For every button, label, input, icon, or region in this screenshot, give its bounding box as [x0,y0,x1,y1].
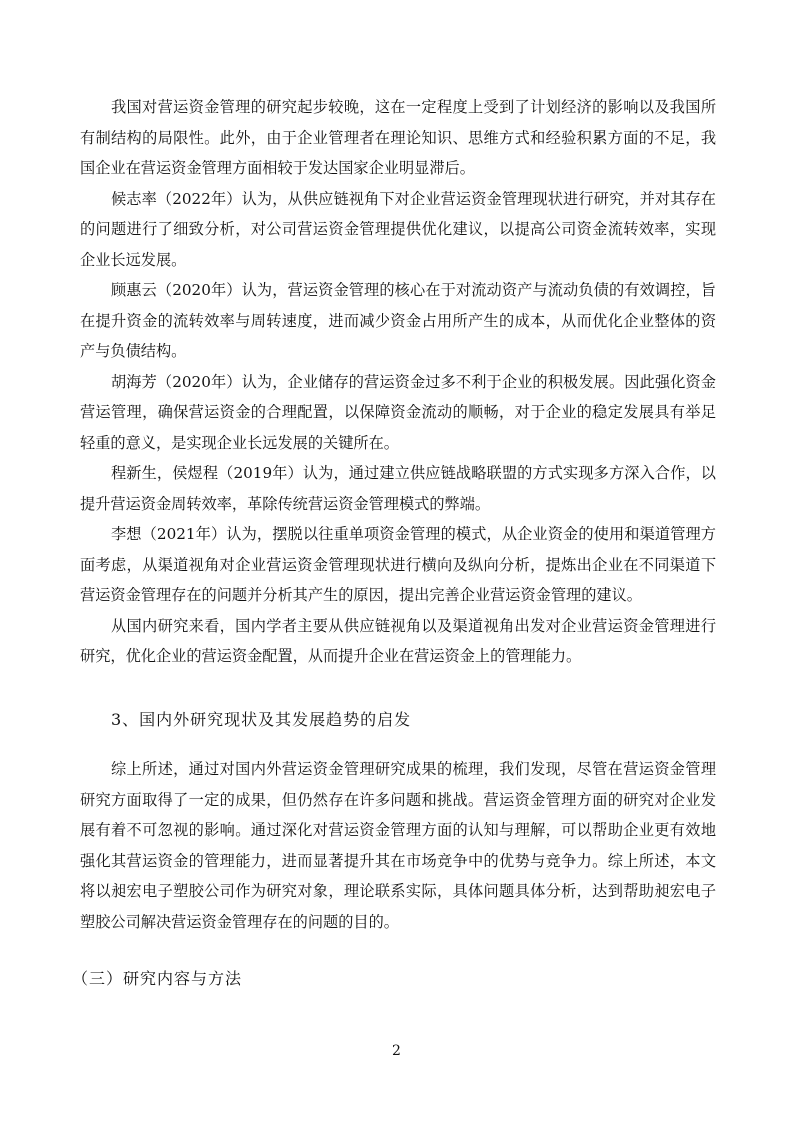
paragraph-hou-zhilv: 候志率（2022年）认为，从供应链视角下对企业营运资金管理现状进行研究，并对其存在的问题进行了细致分析，对公司营运资金管理提供优化建议，以提高公司资金流转效率，实现企业长远发展。 [80,189,716,269]
paragraph-hu-haifang: 胡海芳（2020年）认为，企业储存的营运资金过多不利于企业的积极发展。因此强化资金营运管理，确保营运资金的合理配置，以保障资金流动的顺畅，对于企业的稳定发展具有举足轻重的意义，是实现企业长远发展的关键所在。 [80,372,716,452]
inspiration-block [80,754,716,937]
literature-review-block [80,92,716,672]
paragraph-li-xiang: 李想（2021年）认为，摆脱以往重单项资金管理的模式，从企业资金的使用和渠道管理方面考虑，从渠道视角对企业营运资金管理现状进行横向及纵向分析，提炼出企业在不同渠道下营运资金管理存在的问题并分析其产生的原因，提出完善企业营运资金管理的建议。 [80,525,716,604]
paragraph-domestic-overview: 我国对营运资金管理的研究起步较晚，这在一定程度上受到了计划经济的影响以及我国所有制结构的局限性。此外，由于企业管理者在理论知识、思维方式和经验积累方面的不足，我国企业在营运资金管理方面相较于发达国家企业明显滞后。 [80,98,716,177]
paragraph-gu-huiyun: 顾惠云（2020年）认为，营运资金管理的核心在于对流动资产与流动负债的有效调控，旨在提升资金的流转效率与周转速度，进而减少资金占用所产生的成本，从而优化企业整体的资产与负债结构。 [80,281,716,360]
subsection-heading-3: 3、国内外研究现状及其发展趋势的启发 [111,710,412,729]
section-heading-research-content: （三）研究内容与方法 [72,969,243,988]
paragraph-cheng-xinsheng: 程新生，侯煜程（2019年）认为，通过建立供应链战略联盟的方式实现多方深入合作，以提升营运资金周转效率，革除传统营运资金管理模式的弊端。 [80,464,716,513]
paragraph-domestic-summary: 从国内研究来看，国内学者主要从供应链视角以及渠道视角出发对企业营运资金管理进行研究，优化企业的营运资金配置，从而提升企业在营运资金上的管理能力。 [80,616,716,665]
paragraph-inspiration: 综上所述，通过对国内外营运资金管理研究成果的梳理，我们发现，尽管在营运资金管理研究方面取得了一定的成果，但仍然存在许多问题和挑战。营运资金管理方面的研究对企业发展有着不可忽视的影响。通过深化对营运资金管理方面的认知与理解，可以帮助企业更有效地强化其营运资金的管理能力，进而显著提升其在市场竞争中的优势与竞争力。综上所述，本文将以昶宏电子塑胶公司作为研究对象，理论联系实际，具体问题具体分析，达到帮助昶宏电子塑胶公司解决营运资金管理存在的问题的目的。 [80,760,716,931]
page-number: 2 [392,1043,401,1059]
